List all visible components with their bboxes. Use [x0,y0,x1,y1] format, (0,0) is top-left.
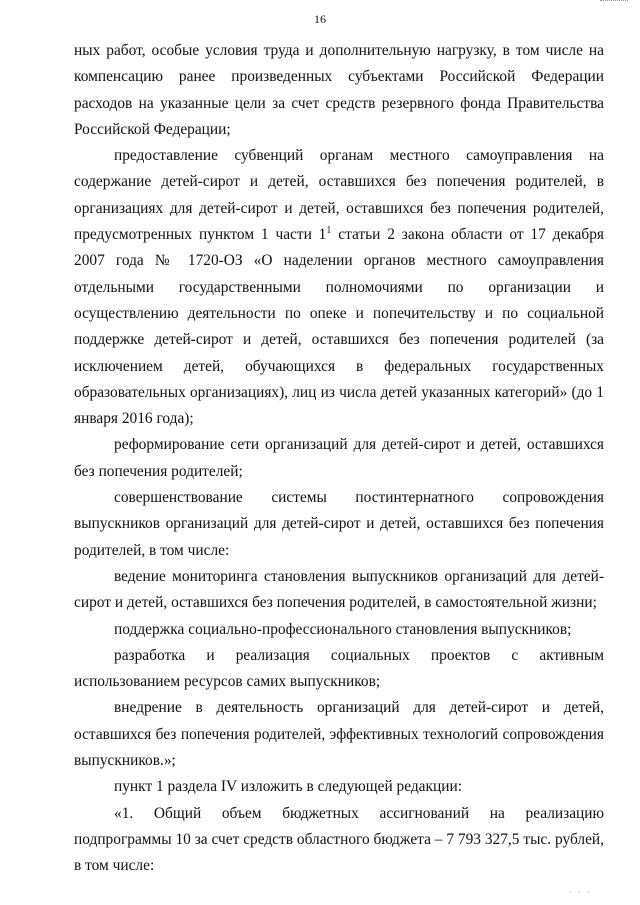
paragraph-section-iv: пункт 1 раздела IV изложить в следующей редакции: [114,778,462,796]
paragraph-social-projects: разработка и реализация социальных проектов с активным использованием ресурсов самих выпускников; [74,646,604,691]
paragraph-continuation: ных работ, особые условия труда и дополнительную нагрузку, в том числе на компенсацию ранее произведенных субъектами Российской Федерации расходов на указанные цели за счет средств резервного фонда Правительства Российской Федерации; [74,42,604,138]
paragraph-budget: «1. Общий объем бюджетных ассигнований на реализацию подпрограммы 10 за счет средств областного бюджета – 7 793 327,5 тыс. рублей, в том числе: [74,804,604,875]
document-body [74,38,604,880]
page-number: 16 [314,12,326,26]
paragraph-support-system: совершенствование системы постинтернатного сопровождения выпускников организаций для детей-сирот и детей, оставшихся без попечения родителей, в том числе: [74,489,604,559]
paragraph-reform: реформирование сети организаций для детей-сирот и детей, оставшихся без попечения родителей; [74,436,604,480]
scan-bottom-mark: · · · [568,887,592,897]
paragraph-monitoring: ведение мониторинга становления выпускников организаций для детей-сирот и детей, оставшихся без попечения родителей, в самостоятельной жизни; [74,567,604,612]
superscript: 1 [326,224,332,236]
paragraph-professional-support: поддержка социально-профессионального становления выпускников; [114,620,572,638]
paragraph-text: статьи 2 закона области от 17 декабря 2007 года № 1720-ОЗ «О наделении органов местного самоуправления отдельными государственными полномочиями по организации и осуществлению деятельности по опеке и попечительству и по социальной поддержке детей-сирот и детей, оставшихся без попечения родителей (за исключением детей, обучающихся в федеральных государственных образовательных организациях), лиц из числа детей указанных категорий» (до 1 января 2016 года); [74,226,604,428]
paragraph-text: предоставление субвенций органам местного самоуправления на содержание детей-сирот и детей, оставшихся без попечения родителей, в организациях для детей-сирот и детей, оставшихся без попечения родителей, предусмотренных пунктом 1 части 1 [74,147,604,244]
paragraph-technologies: внедрение в деятельность организаций для детей-сирот и детей, оставшихся без попечения родителей, эффективных технологий сопровождения выпускников.»; [74,699,604,770]
scan-corner-mark [600,0,628,5]
paragraph-subventions [74,143,604,432]
